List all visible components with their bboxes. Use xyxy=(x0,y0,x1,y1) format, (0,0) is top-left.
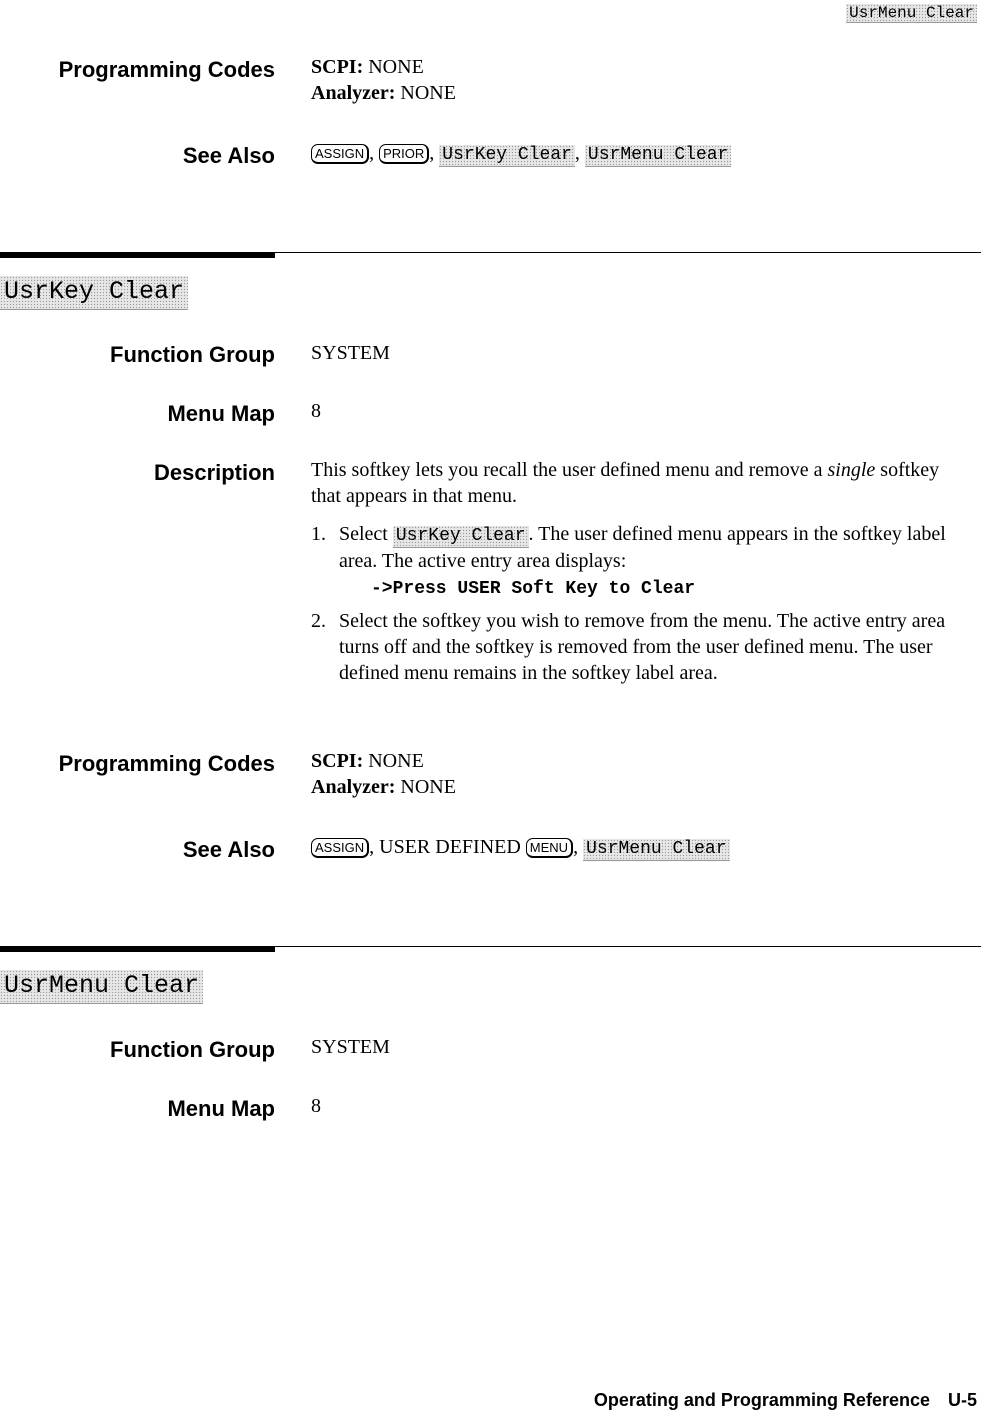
function-group-label: Function Group xyxy=(110,1037,275,1062)
section-rule-thin xyxy=(275,946,981,947)
assign-key: ASSIGN xyxy=(311,838,369,858)
usrmenu-clear-softkey-ref: UsrMenu Clear xyxy=(583,839,729,861)
step-text: Select the softkey you wish to remove from the menu. The active entry area turns off and the softkey is removed from the user defined menu. The user defined menu remains in the softkey label area. xyxy=(339,609,946,684)
menu-map-label: Menu Map xyxy=(167,401,275,426)
usrmenu-clear-softkey-ref: UsrMenu Clear xyxy=(585,145,731,167)
step-text: Select xyxy=(339,523,388,545)
intro-text-end: softkey that appears in that menu. xyxy=(311,459,940,507)
usrkey-clear-title: UsrKey Clear xyxy=(0,276,188,310)
programming-codes-label: Programming Codes xyxy=(58,751,275,776)
description-label: Description xyxy=(153,460,275,485)
steps-list xyxy=(311,521,951,686)
page-number: U-5 xyxy=(947,1390,977,1410)
prior-key: PRIOR xyxy=(379,144,429,164)
analyzer-label: Analyzer: xyxy=(311,776,396,798)
see-also-label: See Also xyxy=(182,837,275,862)
function-group-value: SYSTEM xyxy=(311,342,390,364)
scpi-value: NONE xyxy=(368,56,424,78)
footer-title: Operating and Programming Reference xyxy=(593,1390,930,1410)
scpi-label: SCPI: xyxy=(311,750,364,772)
separator: , xyxy=(369,142,375,164)
programming-codes-content xyxy=(311,748,976,800)
scpi-label: SCPI: xyxy=(311,56,364,78)
menu-key: MENU xyxy=(526,838,573,858)
menu-map-value: 8 xyxy=(311,1095,321,1117)
intro-text: This softkey lets you recall the user defined menu and remove a xyxy=(311,459,823,481)
active-entry-prompt: ->Press USER Soft Key to Clear xyxy=(371,578,696,599)
scpi-value: NONE xyxy=(368,750,424,772)
step-text: . The user defined menu appears in the softkey label area. The active entry area displays: xyxy=(339,523,946,572)
separator: , xyxy=(429,142,435,164)
page-footer xyxy=(594,1390,977,1411)
usrkey-clear-softkey-ref: UsrKey Clear xyxy=(439,145,575,167)
programming-codes-label: Programming Codes xyxy=(58,57,275,82)
menu-map-label: Menu Map xyxy=(167,1096,275,1121)
separator: , xyxy=(574,142,580,164)
menu-map-value: 8 xyxy=(311,400,321,422)
function-group-value: SYSTEM xyxy=(311,1036,390,1058)
step-1 xyxy=(311,521,951,600)
section-rule-thin xyxy=(275,252,981,253)
see-also-content xyxy=(311,140,976,167)
section-rule-thick xyxy=(0,252,275,258)
step-number: 2. xyxy=(311,609,326,632)
function-group-label: Function Group xyxy=(110,342,275,367)
assign-key: ASSIGN xyxy=(311,144,369,164)
usrkey-clear-softkey-inline: UsrKey Clear xyxy=(393,526,529,548)
analyzer-value: NONE xyxy=(400,776,456,798)
header-softkey: UsrMenu Clear xyxy=(846,4,977,23)
see-also-content: ASSIGN , USER DEFINED MENU , UsrMenu Clear xyxy=(311,834,976,861)
step-number: 1. xyxy=(311,523,326,545)
step-2 xyxy=(311,608,951,686)
analyzer-label: Analyzer: xyxy=(311,82,396,104)
see-also-text: USER DEFINED xyxy=(379,836,521,858)
description-content xyxy=(311,457,951,694)
description-intro xyxy=(311,457,951,509)
usrmenu-clear-title: UsrMenu Clear xyxy=(0,970,203,1004)
programming-codes-content xyxy=(311,54,976,106)
see-also-label: See Also xyxy=(182,143,275,168)
section-rule-thick xyxy=(0,946,275,952)
analyzer-value: NONE xyxy=(400,82,456,104)
intro-emphasis: single xyxy=(827,459,876,481)
